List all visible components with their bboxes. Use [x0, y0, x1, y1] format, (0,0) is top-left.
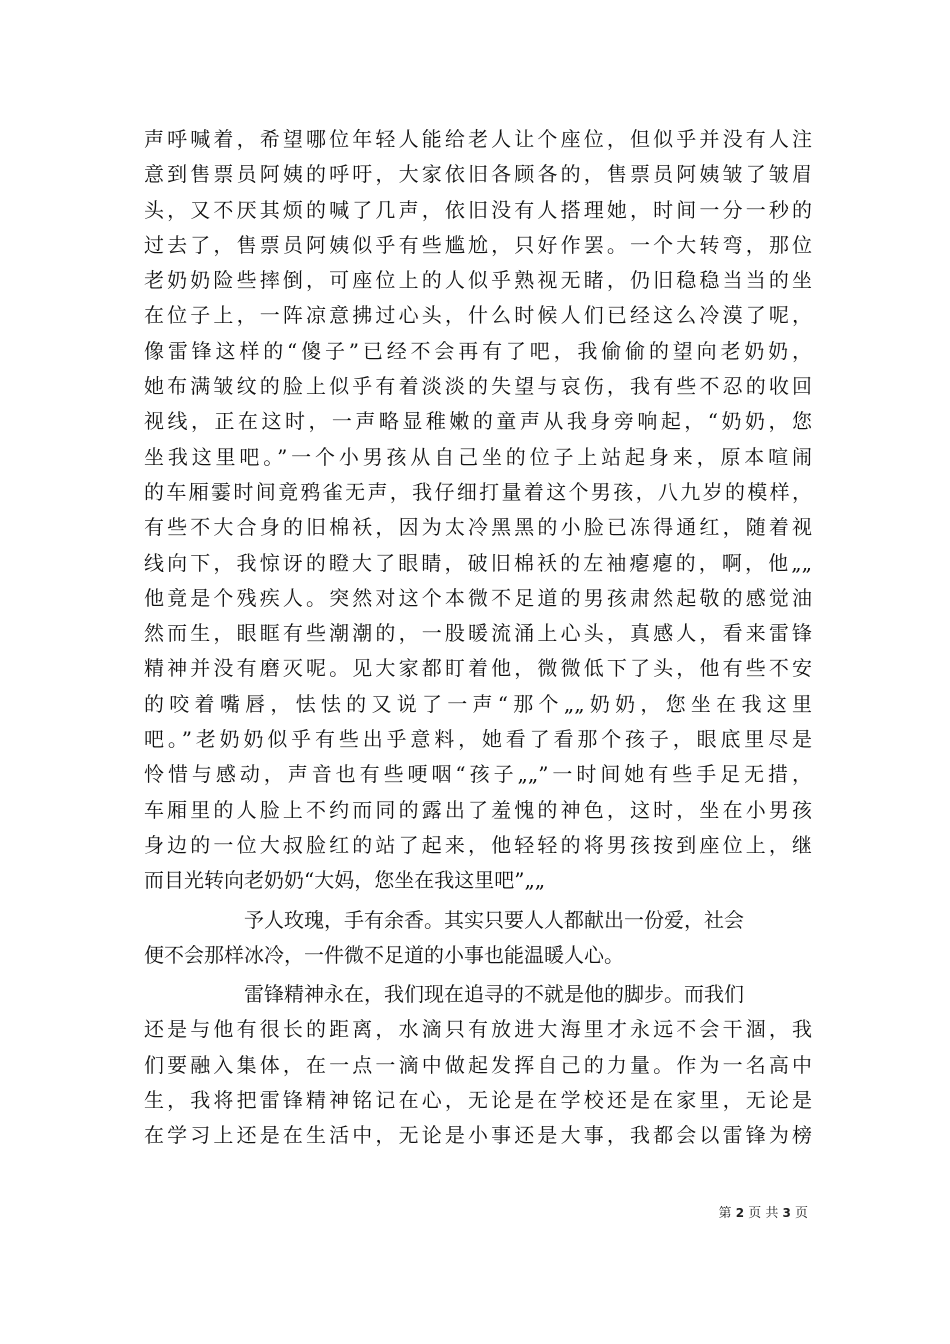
body-text — [144, 122, 812, 1154]
footer-suffix: 页 — [794, 1206, 808, 1221]
text-line: 的车厢霎时间竟鸦雀无声，我仔细打量着这个男孩，八九岁的模样， — [144, 479, 812, 504]
text-line: 在学习上还是在生活中，无论是小事还是大事，我都会以雷锋为榜 — [144, 1123, 812, 1148]
text-line: 线向下，我惊讶的瞪大了眼睛，破旧棉袄的左袖瘪瘪的，啊，他„„ — [144, 550, 812, 575]
text-line: 意到售票员阿姨的呼吁，大家依旧各顾各的，售票员阿姨皱了皱眉 — [144, 162, 812, 187]
text-line: 有些不大合身的旧棉袄，因为太冷黑黑的小脸已冻得通红，随着视 — [144, 515, 812, 540]
text-line: 车厢里的人脸上不约而同的露出了羞愧的神色，这时，坐在小男孩 — [144, 797, 812, 822]
text-line: 精神并没有磨灭呢。见大家都盯着他，微微低下了头，他有些不安 — [144, 656, 812, 681]
text-line: 便不会那样冰冷，一件微不足道的小事也能温暖人心。 — [144, 942, 624, 967]
text-line: 像雷锋这样的“傻子”已经不会再有了吧，我偷偷的望向老奶奶， — [144, 338, 812, 363]
text-line: 还是与他有很长的距离，水滴只有放进大海里才永远不会干涸，我 — [144, 1017, 812, 1042]
text-line: 她布满皱纹的脸上似乎有着淡淡的失望与哀伤，我有些不忍的收回 — [144, 374, 812, 399]
text-line: 在位子上，一阵凉意拂过心头，什么时候人们已经这么冷漠了呢， — [144, 303, 812, 328]
text-line: 怜惜与感动，声音也有些哽咽“孩子„„”一时间她有些手足无措， — [144, 762, 812, 787]
text-line: 吧。”老奶奶似乎有些出乎意料，她看了看那个孩子，眼底里尽是 — [144, 727, 812, 752]
text-line: 生，我将把雷锋精神铭记在心，无论是在学校还是在家里，无论是 — [144, 1088, 812, 1113]
text-line: 老奶奶险些摔倒，可座位上的人似乎熟视无睹，仍旧稳稳当当的坐 — [144, 268, 812, 293]
text-line: 的咬着嘴唇，怯怯的又说了一声“那个„„奶奶，您坐在我这里 — [144, 691, 812, 716]
text-line: 视线，正在这时，一声略显稚嫩的童声从我身旁响起，“奶奶，您 — [144, 409, 812, 434]
paragraph-first-line: 予人玫瑰，手有余香。其实只要人人都献出一份爱，社会 — [244, 907, 744, 932]
page-number-footer — [719, 1202, 808, 1221]
text-line: 身边的一位大叔脸红的站了起来，他轻轻的将男孩按到座位上，继 — [144, 832, 812, 857]
footer-middle: 页 共 — [748, 1206, 779, 1221]
text-line: 们要融入集体，在一点一滴中做起发挥自己的力量。作为一名高中 — [144, 1052, 812, 1077]
text-line: 然而生，眼眶有些潮潮的，一股暖流涌上心头，真感人，看来雷锋 — [144, 621, 812, 646]
text-line: 他竟是个残疾人。突然对这个本微不足道的男孩肃然起敬的感觉油 — [144, 585, 812, 610]
text-line: 头，又不厌其烦的喊了几声，依旧没有人搭理她，时间一分一秒的 — [144, 197, 812, 222]
current-page-number: 2 — [735, 1206, 745, 1220]
total-page-number: 3 — [782, 1206, 791, 1220]
text-line: 坐我这里吧。”一个小男孩从自己坐的位子上站起身来，原本喧闹 — [144, 444, 812, 469]
paragraph-first-line: 雷锋精神永在，我们现在追寻的不就是他的脚步。而我们 — [244, 982, 744, 1007]
text-line: 而目光转向老奶奶“大妈，您坐在我这里吧”„„ — [144, 868, 546, 893]
text-line: 声呼喊着，希望哪位年轻人能给老人让个座位，但似乎并没有人注 — [144, 127, 812, 151]
text-line: 过去了，售票员阿姨似乎有些尴尬，只好作罢。一个大转弯，那位 — [144, 232, 812, 257]
footer-prefix: 第 — [718, 1206, 732, 1221]
